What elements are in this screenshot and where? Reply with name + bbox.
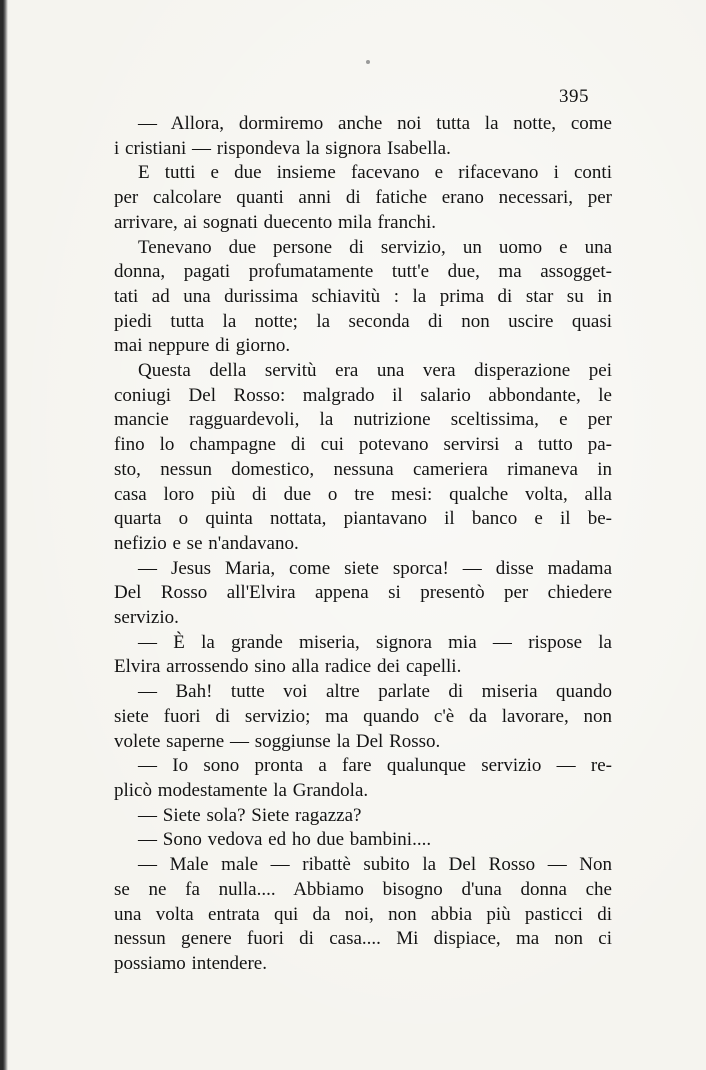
- text-line: — È la grande miseria, signora mia — rispose la: [138, 631, 612, 653]
- text-line: tati ad una durissima schiavitù : la prima di star su in: [114, 285, 612, 307]
- text-line: — Jesus Maria, come siete sporca! — disse madama: [138, 557, 612, 579]
- text-line: casa loro più di due o tre mesi: qualche volta, alla: [114, 483, 612, 505]
- text-line: siete fuori di servizio; ma quando c'è da lavorare, non: [114, 705, 612, 727]
- text-line: Questa della servitù era una vera disperazione pei: [138, 360, 612, 382]
- text-line: servizio.: [114, 607, 179, 629]
- text-line: — Allora, dormiremo anche noi tutta la notte, come: [138, 113, 612, 134]
- text-line: fino lo champagne di cui potevano servirsi a tutto pa-: [114, 434, 612, 456]
- text-line: — Bah! tutte voi altre parlate di miseria quando: [138, 681, 612, 703]
- text-line: piedi tutta la notte; la seconda di non uscire quasi: [114, 310, 612, 332]
- text-line: — Siete sola? Siete ragazza?: [138, 804, 362, 826]
- text-line: Elvira arrossendo sino alla radice dei capelli.: [114, 656, 462, 678]
- page-binding-edge: [0, 0, 8, 1070]
- body-text: [114, 112, 612, 977]
- text-line: mancie ragguardevoli, la nutrizione sceltissima, e per: [114, 409, 612, 431]
- text-line: E tutti e due insieme facevano e rifacevano i conti: [138, 162, 612, 184]
- text-line: Tenevano due persone di servizio, un uomo e una: [138, 236, 612, 258]
- text-line: quarta o quinta nottata, piantavano il banco e il be-: [114, 508, 612, 530]
- text-line: — Male male — ribattè subito la Del Rosso — Non: [138, 854, 612, 876]
- text-line: sto, nessun domestico, nessuna cameriera rimaneva in: [114, 458, 612, 480]
- text-line: donna, pagati profumatamente tutt'e due, ma assogget-: [114, 261, 612, 283]
- text-line: — Sono vedova ed ho due bambini....: [138, 829, 432, 851]
- text-line: mai neppure di giorno.: [114, 335, 291, 357]
- text-line: Del Rosso all'Elvira appena si presentò per chiedere: [114, 582, 612, 604]
- text-line: arrivare, ai sognati duecento mila franchi.: [114, 211, 437, 233]
- text-line: possiamo intendere.: [114, 952, 267, 974]
- text-line: coniugi Del Rosso: malgrado il salario abbondante, le: [114, 384, 612, 406]
- text-line: i cristiani — rispondeva la signora Isabella.: [114, 137, 451, 159]
- text-line: nefizio e se n'andavano.: [114, 532, 299, 554]
- text-line: volete saperne — soggiunse la Del Rosso.: [114, 730, 441, 752]
- text-line: — Io sono pronta a fare qualunque servizio — re-: [138, 755, 612, 777]
- text-line: se ne fa nulla.... Abbiamo bisogno d'una donna che: [114, 878, 612, 900]
- text-line: una volta entrata qui da noi, non abbia più pasticci di: [114, 903, 612, 925]
- page-number: 395: [559, 86, 589, 107]
- text-line: nessun genere fuori di casa.... Mi dispiace, ma non ci: [114, 928, 612, 950]
- paper-speck: [366, 60, 370, 64]
- text-line: per calcolare quanti anni di fatiche erano necessari, per: [114, 187, 612, 209]
- text-line: plicò modestamente la Grandola.: [114, 779, 369, 801]
